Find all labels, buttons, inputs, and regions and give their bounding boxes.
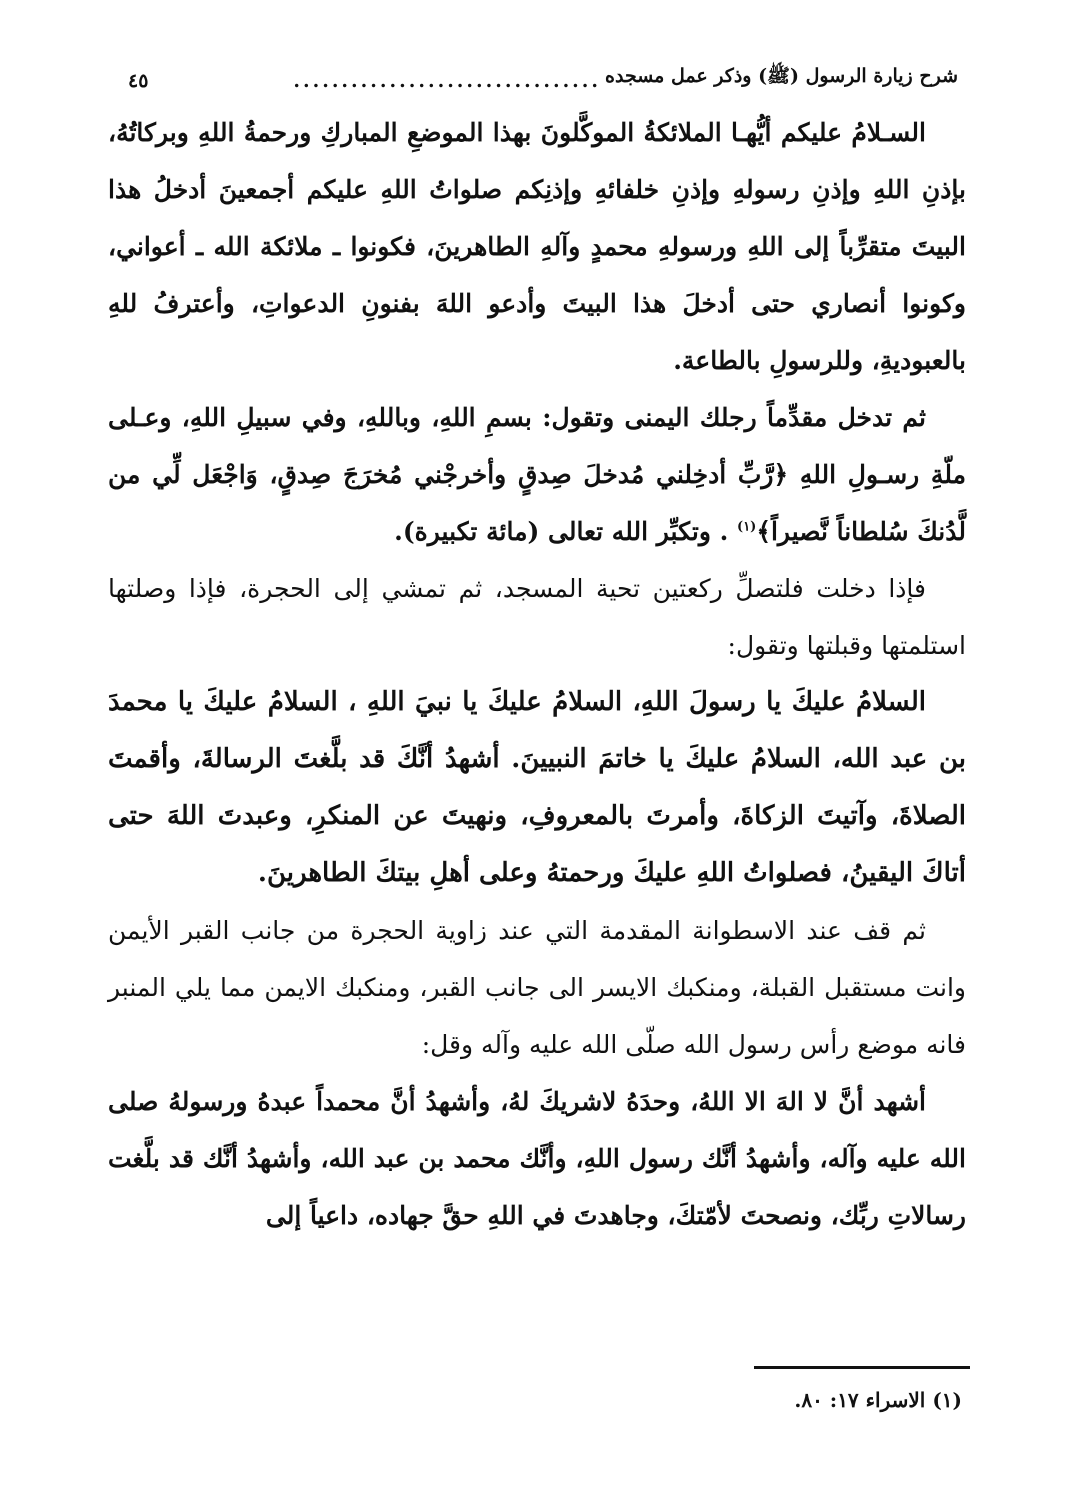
header-leader-dots: ................................ bbox=[293, 70, 602, 92]
paragraph-entering bbox=[108, 389, 966, 560]
page-number: ٤٥ bbox=[128, 70, 149, 92]
footnote-marker: (١) bbox=[737, 519, 757, 535]
paragraph-entering-tail: . وتكبِّر الله تعالى (مائة تكبيرة). bbox=[394, 517, 738, 546]
page-body bbox=[108, 104, 966, 1244]
paragraph-greeting-angels: السـلامُ عليكم أيُّهـا الملائكةُ الموكَّلونَ بهذا الموضعِ المباركِ ورحمةُ اللهِ وبركاتُهُ، بإذنِ اللهِ وإذنِ رسولهِ وإذنِ خلفائهِ وإذنِكم صلواتُ اللهِ عليكم أجمعينَ أدخلُ هذا البيتَ متقرِّباً إلى اللهِ ورسولهِ محمدٍ وآلهِ الطاهرينَ، فكونوا ـ ملائكة الله ـ أعواني، وكونوا أنصاري حتى أدخلَ هذا البيتَ وأدعو اللهَ بفنونِ الدعواتِ، وأعترفُ للهِ بالعبوديةِ، وللرسولِ بالطاعة. bbox=[108, 118, 966, 375]
running-header bbox=[128, 52, 958, 92]
footnote: (١) الاسراء ١٧: ٨٠. bbox=[794, 1388, 962, 1412]
footnote-separator bbox=[754, 1366, 970, 1369]
paragraph-prayer-instruction: فإذا دخلت فلتصلِّ ركعتين تحية المسجد، ثم تمشي إلى الحجرة، فإذا وصلتها استلمتها وقبلتها وتقول: bbox=[108, 574, 966, 660]
paragraph-testimony: أشهد أنَّ لا الهَ الا اللهُ، وحدَهُ لاشريكَ لهُ، وأشهدُ أنَّ محمداً عبدهُ ورسولهُ صلى الله عليه وآله، وأشهدُ أنَّك رسول اللهِ، وأنَّك محمد بن عبد الله، وأشهدُ أنَّك قد بلَّغت رسالاتِ ربِّك، ونصحتَ لأمّتكَ، وجاهدتَ في اللهِ حقَّ جهاده، داعياً إلى bbox=[108, 1087, 966, 1230]
paragraph-entering-text: ثم تدخل مقدِّماً رجلك اليمنى وتقول: بسمِ اللهِ، وباللهِ، وفي سبيلِ اللهِ، وعـلى ملّةِ رسـولِ اللهِ ﴿رَّبِّ أدخِلني مُدخلَ صِدقٍ وأخرجْني مُخرَجَ صِدقٍ، وَاجْعَل لِّي من لَّدُنكَ سُلطاناً نَّصيراً﴾ bbox=[108, 403, 966, 546]
paragraph-salutation: السلامُ عليكَ يا رسولَ اللهِ، السلامُ عليكَ يا نبيَ اللهِ ، السلامُ عليكَ يا محمدَ بن عبد الله، السلامُ عليكَ يا خاتمَ النبيينَ. أشهدُ أنَّكَ قد بلَّغتَ الرسالةَ، وأقمتَ الصلاةَ، وآتيتَ الزكاةَ، وأمرتَ بالمعروفِ، ونهيتَ عن المنكرِ، وعبدتَ اللهَ حتى أتاكَ اليقينُ، فصلواتُ اللهِ عليكَ ورحمتهُ وعلى أهلِ بيتكَ الطاهرينَ. bbox=[108, 687, 966, 888]
header-title: شرح زيارة الرسول (ﷺ) وذكر عمل مسجده bbox=[605, 65, 958, 87]
paragraph-standing-instruction: ثم قف عند الاسطوانة المقدمة التي عند زاوية الحجرة من جانب القبر الأيمن وانت مستقبل القبلة، ومنكبك الايسر الى جانب القبر، ومنكبك الايمن مما يلي المنبر فانه موضع رأس رسول الله صلّى الله عليه وآله وقل: bbox=[108, 916, 966, 1059]
